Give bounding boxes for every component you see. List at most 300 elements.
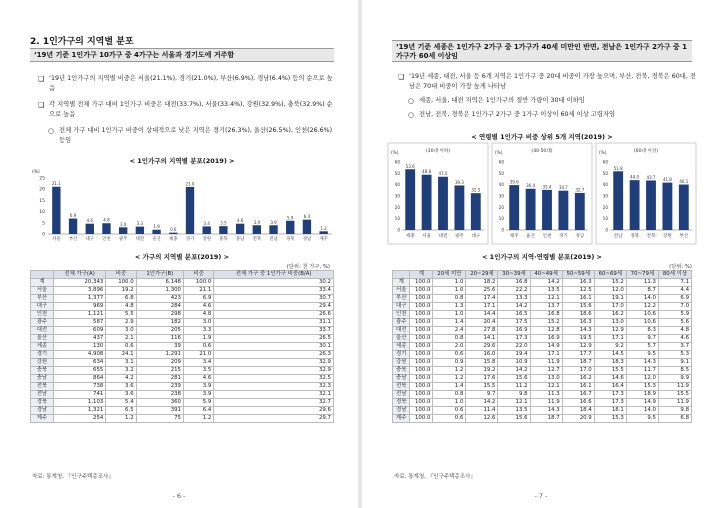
table-cell: 17.5 (498, 319, 530, 327)
x-tick-label: 경기 (185, 237, 195, 242)
bullet-3: ○ 전체 가구 대비 1인가구 비중이 상대적으로 낮은 지역은 경기(26.3%), 울산(26.5%), 인천(26.6%) 등임 (48, 127, 333, 144)
data-label: 3.4 (203, 220, 210, 226)
bullet-1: ❑ ‘19년 세종, 대전, 서울 등 6개 지역은 1인가구 중 20대 비중이 가장 높으며, 부산, 전북, 경북은 60대, 전남은 70대 비중이 가장 높게 나타남 (398, 73, 696, 90)
page-left (0, 0, 358, 508)
table-cell: 11.2 (498, 383, 530, 391)
y-tick-label: 25 (39, 176, 45, 182)
x-tick-label: 전북 (646, 234, 656, 239)
y-tick-label: 50 (602, 170, 608, 176)
table-cell: 12.7 (530, 367, 562, 375)
y-tick-label: 30 (602, 193, 608, 199)
table-cell: 4.4 (658, 287, 691, 295)
row-label: 경기 (31, 351, 54, 359)
x-tick-label: 서울 (422, 234, 432, 239)
table-cell: 18.4 (562, 407, 594, 415)
bar (471, 193, 481, 230)
table-cell: 9.7 (466, 391, 498, 399)
table-cell: 19.5 (562, 335, 594, 343)
table-row (31, 279, 334, 287)
table-cell: 100.0 (410, 295, 433, 303)
table-cell: 1.2 (106, 415, 136, 423)
table-unit: (단위: 천 가구, %) (286, 264, 330, 270)
table-cell: 423 (136, 295, 183, 303)
data-label: 34.7 (558, 185, 568, 191)
page-number: - 6 - (172, 492, 186, 500)
table-cell: 0.6 (106, 343, 136, 351)
table-cell: 864 (53, 375, 106, 383)
y-tick-label: 40 (498, 182, 504, 188)
table-cell: 19.2 (466, 367, 498, 375)
table-row (393, 391, 692, 399)
table-cell: 5.7 (626, 343, 658, 351)
y-tick-label: 0 (501, 227, 504, 233)
table-cell: 15.5 (658, 391, 691, 399)
x-tick-label: 세종 (405, 234, 415, 239)
row-label: 인천 (393, 311, 410, 319)
table-row (393, 287, 692, 295)
row-label: 서울 (393, 287, 410, 295)
table-cell: 4.8 (183, 311, 213, 319)
data-label: 21.0 (185, 181, 195, 187)
data-label: 3.3 (136, 221, 144, 227)
table-cell: 100.0 (106, 279, 136, 287)
bullet-2: ○ 세종, 서울, 대전 지역은 1인가구의 절반 가량이 30대 이하임 (408, 97, 585, 105)
row-label: 충남 (393, 375, 410, 383)
row-label: 대전 (31, 327, 54, 335)
table-cell: 13.5 (530, 287, 562, 295)
table-cell: 116 (136, 335, 183, 343)
data-label: 44.0 (630, 174, 640, 180)
table-cell: 29.4 (214, 303, 334, 311)
bar (646, 180, 656, 230)
y-tick-label: 30 (498, 193, 504, 199)
table-cell: 1,377 (53, 295, 106, 303)
table-cell: 18.7 (530, 415, 562, 423)
table-cell: 9.7 (626, 335, 658, 343)
table-row (393, 415, 692, 423)
table-cell: 1.0 (433, 399, 466, 407)
row-label: 경남 (31, 407, 54, 415)
table-cell: 20.9 (562, 415, 594, 423)
table-row (393, 359, 692, 367)
table-row (393, 407, 692, 415)
table-cell: 969 (53, 303, 106, 311)
table-cell: 17.1 (594, 335, 626, 343)
table-cell: 12.1 (530, 383, 562, 391)
table-row (31, 399, 334, 407)
table-cell: 18.1 (594, 407, 626, 415)
table-cell: 16.8 (498, 279, 530, 287)
headline-box: ‘19년 기준 세종은 1인가구 2가구 중 1가구가 40세 미만인 반면, 전남은 1인가구 2가구 중 1가구가 60세 이상임 (392, 40, 692, 62)
table-row (31, 319, 334, 327)
column-header (31, 271, 54, 279)
table-cell: 16.3 (562, 279, 594, 287)
table-cell: 14.5 (594, 351, 626, 359)
bar (136, 227, 144, 234)
bar (662, 183, 672, 230)
table-cell: 238 (136, 391, 183, 399)
table-cell: 254 (53, 415, 106, 423)
table-cell: 284 (136, 303, 183, 311)
table-cell: 0.9 (433, 359, 466, 367)
table-cell: 14.9 (626, 399, 658, 407)
y-tick-label: 10 (498, 216, 504, 222)
column-header: 전체 가구(A) (53, 271, 106, 279)
table-cell: 100.0 (410, 407, 433, 415)
data-label: 32.7 (575, 187, 585, 193)
table-cell: 11.3 (530, 391, 562, 399)
table-cell: 100.0 (410, 359, 433, 367)
table-cell: 2.0 (433, 343, 466, 351)
x-tick-label: 경북 (630, 234, 640, 239)
table-cell: 100.0 (410, 351, 433, 359)
table-cell: 215 (136, 367, 183, 375)
y-tick-label: 10 (394, 216, 400, 222)
table-cell: 14.6 (594, 375, 626, 383)
y-tick-label: 10 (602, 216, 608, 222)
table-cell: 24.1 (106, 351, 136, 359)
table-cell: 587 (53, 319, 106, 327)
table-cell: 14.3 (530, 407, 562, 415)
y-tick-label: 40 (602, 182, 608, 188)
table-cell: 26.5 (214, 335, 334, 343)
table-cell: 21.0 (183, 351, 213, 359)
table-cell: 6.9 (183, 295, 213, 303)
x-tick-label: 충남 (235, 237, 245, 242)
table-cell: 15.3 (594, 415, 626, 423)
table-cell: 14.1 (466, 335, 498, 343)
table-cell: 16.2 (562, 375, 594, 383)
table-cell: 11.3 (626, 279, 658, 287)
table-cell: 3.0 (106, 327, 136, 335)
data-label: 51.8 (613, 165, 623, 171)
table-cell: 18.6 (562, 311, 594, 319)
y-tick-label: 10 (39, 210, 45, 216)
table-cell: 9.5 (626, 351, 658, 359)
data-label: 43.7 (646, 174, 656, 180)
table-cell: 391 (136, 407, 183, 415)
table-cell: 25.6 (466, 287, 498, 295)
table-cell: 19.1 (594, 295, 626, 303)
column-header: 1인가구(B) (136, 271, 183, 279)
table-cell: 21.1 (183, 287, 213, 295)
table-cell: 182 (136, 319, 183, 327)
data-label: 48.8 (422, 169, 432, 175)
table-cell: 16.0 (466, 351, 498, 359)
table-cell: 16.4 (594, 383, 626, 391)
table-cell: 100.0 (410, 311, 433, 319)
data-label: 47.0 (438, 171, 448, 177)
data-label: 4.6 (86, 218, 93, 224)
table-cell: 11.7 (626, 367, 658, 375)
table-cell: 100.0 (410, 287, 433, 295)
table-cell: 17.4 (466, 295, 498, 303)
page-number: - 7 - (534, 492, 548, 500)
data-label: 39.3 (454, 179, 464, 185)
table-cell: 19.2 (106, 287, 136, 295)
table-cell: 10.6 (626, 311, 658, 319)
bar (219, 226, 227, 234)
table-row (393, 327, 692, 335)
table-cell: 1,291 (136, 351, 183, 359)
table-row (393, 367, 692, 375)
table-cell: 16.7 (562, 391, 594, 399)
table-cell: 29.7 (214, 415, 334, 423)
row-label: 세종 (31, 343, 54, 351)
table-cell: 5.9 (183, 399, 213, 407)
y-tick-label: 60 (498, 159, 504, 165)
y-tick-label: 0 (397, 227, 400, 233)
table-cell: 4.6 (658, 335, 691, 343)
table-row (393, 343, 692, 351)
table-cell: 5.9 (658, 311, 691, 319)
table-cell: 33.4 (214, 287, 334, 295)
region-share-chart (26, 166, 336, 248)
table-cell: 1.2 (433, 375, 466, 383)
bar (438, 177, 448, 230)
table-cell: 18.2 (466, 279, 498, 287)
table-cell: 3.9 (183, 391, 213, 399)
bar (575, 193, 585, 230)
table-cell: 1.2 (433, 367, 466, 375)
table-cell: 634 (53, 359, 106, 367)
table-cell: 3.4 (183, 359, 213, 367)
table-cell: 15.3 (626, 383, 658, 391)
table-row (31, 327, 334, 335)
table-cell: 13.5 (498, 407, 530, 415)
table-cell: 14.3 (562, 327, 594, 335)
data-label: 21.1 (51, 181, 61, 187)
table-cell: 10.6 (626, 319, 658, 327)
table-cell: 17.6 (466, 375, 498, 383)
table-cell: 9.8 (498, 391, 530, 399)
table-cell: 205 (136, 327, 183, 335)
table-cell: 14.3 (626, 359, 658, 367)
table-cell: 9.8 (658, 407, 691, 415)
table-cell: 281 (136, 375, 183, 383)
bar (679, 185, 689, 230)
y-tick-label: 30 (394, 193, 400, 199)
bar (319, 231, 327, 234)
table-cell: 8.7 (626, 287, 658, 295)
table-cell: 14.4 (466, 311, 498, 319)
table-cell: 16.5 (498, 311, 530, 319)
row-label: 광주 (393, 319, 410, 327)
table-cell: 16.8 (530, 311, 562, 319)
table-cell: 14.2 (466, 399, 498, 407)
table-cell: 30.2 (214, 279, 334, 287)
bar (542, 190, 552, 230)
table-cell: 9.1 (658, 359, 691, 367)
table-cell: 16.3 (562, 319, 594, 327)
data-label: 0.6 (170, 227, 177, 233)
table-cell: 3.6 (106, 391, 136, 399)
table-cell: 0.8 (433, 391, 466, 399)
bar (86, 224, 94, 234)
table-cell: 17.1 (530, 351, 562, 359)
table-cell: 13.0 (594, 319, 626, 327)
table-cell: 15.6 (562, 303, 594, 311)
table-cell: 6,148 (136, 279, 183, 287)
table-cell: 26.6 (214, 311, 334, 319)
table-cell: 12.5 (562, 287, 594, 295)
table-cell: 15.5 (466, 383, 498, 391)
table-cell: 5.5 (106, 311, 136, 319)
table-row (31, 343, 334, 351)
table-cell: 29.6 (214, 407, 334, 415)
table-cell: 32.3 (214, 383, 334, 391)
bar (236, 224, 244, 234)
table-cell: 100.0 (410, 399, 433, 407)
bar (102, 223, 110, 234)
table-row (31, 335, 334, 343)
table-cell: 12.8 (530, 327, 562, 335)
x-tick-label: 전남 (269, 237, 278, 242)
table-cell: 15.2 (594, 279, 626, 287)
table-cell: 12.0 (626, 375, 658, 383)
row-label: 제주 (31, 415, 54, 423)
table-row (393, 399, 692, 407)
table-cell: 16.1 (562, 383, 594, 391)
y-tick-label: 50 (394, 170, 400, 176)
table-cell: 1.4 (433, 383, 466, 391)
table-cell: 7.1 (658, 279, 691, 287)
x-tick-label: 제주 (509, 234, 519, 239)
table-cell: 26.3 (214, 351, 334, 359)
data-label: 53.6 (405, 163, 415, 169)
column-header: 80세 이상 (658, 271, 691, 279)
panel-title: (40·50대) (531, 149, 553, 154)
table-cell: 209 (136, 359, 183, 367)
table-cell: 0.8 (433, 295, 466, 303)
table-cell: 100.0 (410, 303, 433, 311)
table-cell: 1.0 (433, 279, 466, 287)
table-row (31, 375, 334, 383)
x-tick-label: 전남 (613, 234, 623, 239)
column-header: 40~49세 (530, 271, 562, 279)
table-cell: 11.4 (466, 407, 498, 415)
row-label: 부산 (31, 295, 54, 303)
data-label: 4.6 (236, 218, 244, 224)
x-tick-label: 제주 (319, 237, 328, 242)
data-label: 3.9 (270, 219, 277, 225)
data-label: 40.1 (679, 179, 689, 185)
table-cell: 16.9 (498, 327, 530, 335)
row-label: 전남 (31, 391, 54, 399)
row-label: 전북 (31, 383, 54, 391)
table-cell: 1,121 (53, 311, 106, 319)
table-cell: 17.1 (466, 303, 498, 311)
x-tick-label: 울산 (526, 234, 536, 239)
table-row (393, 295, 692, 303)
table-cell: 18.9 (626, 391, 658, 399)
table-cell: 10.9 (498, 359, 530, 367)
table-cell: 4.8 (106, 303, 136, 311)
table-cell: 4.2 (106, 375, 136, 383)
chart-title: < 1인가구의 지역별 분포(2019) > (129, 157, 235, 165)
bar (269, 225, 277, 234)
table-cell: 11.9 (658, 399, 691, 407)
x-tick-label: 경남 (575, 234, 585, 239)
table-row (31, 287, 334, 295)
table-cell: 15.6 (498, 415, 530, 423)
table-cell: 100.0 (410, 391, 433, 399)
data-label: 41.8 (662, 177, 672, 183)
table-cell: 16.6 (562, 399, 594, 407)
x-tick-label: 대전 (135, 237, 145, 242)
x-tick-label: 부산 (68, 237, 78, 242)
table-cell: 12.1 (530, 295, 562, 303)
table-cell: 6.4 (183, 407, 213, 415)
table-cell: 17.3 (594, 391, 626, 399)
bullet-1: ❑ ‘19년 1인가구의 지역별 비중은 서울(21.1%), 경기(21.0%), 부산(6.9%), 경남(6.4%) 등의 순으로 높음 (38, 75, 333, 92)
x-tick-label: 부산 (679, 234, 689, 239)
table-cell: 100.0 (410, 367, 433, 375)
table-row (393, 335, 692, 343)
source-note: 자료: 통계청, 『인구주택총조사』 (394, 474, 476, 480)
data-label: 32.5 (471, 187, 481, 193)
table-cell: 19.4 (498, 351, 530, 359)
table-cell: 20.4 (466, 319, 498, 327)
x-tick-label: 광주 (454, 234, 464, 239)
row-label: 세종 (393, 343, 410, 351)
table-row (393, 351, 692, 359)
section-title: 2. 1인가구의 지역별 분포 (30, 37, 134, 47)
table-cell: 9.5 (626, 415, 658, 423)
table-cell: 11.9 (530, 359, 562, 367)
row-label: 계 (393, 279, 410, 287)
table-cell: 3.5 (183, 367, 213, 375)
row-label: 울산 (393, 335, 410, 343)
table-cell: 15.2 (530, 319, 562, 327)
table-row (393, 279, 692, 287)
table-cell: 1.9 (183, 335, 213, 343)
table-cell: 12.9 (562, 343, 594, 351)
age-group-chart (386, 142, 698, 246)
table-cell: 0.6 (433, 351, 466, 359)
table-cell: 6.8 (658, 415, 691, 423)
table-cell: 32.7 (214, 399, 334, 407)
bar (152, 230, 160, 234)
table-cell: 0.6 (433, 407, 466, 415)
table-cell: 33.7 (214, 327, 334, 335)
data-label: 6.4 (303, 214, 311, 220)
table-cell: 1.3 (433, 303, 466, 311)
bar (203, 226, 211, 234)
bar (558, 191, 568, 230)
row-label: 강원 (31, 359, 54, 367)
region-age-table (392, 270, 692, 423)
table-cell: 18.3 (594, 359, 626, 367)
y-tick-label: 60 (602, 159, 608, 165)
y-tick-label: 20 (602, 204, 608, 210)
table-cell: 32.9 (214, 359, 334, 367)
table-cell: 13.3 (498, 295, 530, 303)
table-cell: 100.0 (410, 343, 433, 351)
data-label: 35.4 (542, 184, 552, 190)
panel-title: (60대 이상) (633, 149, 659, 154)
bar (405, 169, 415, 230)
data-label: 3.5 (220, 220, 227, 226)
bar (52, 187, 60, 234)
row-label: 인천 (31, 311, 54, 319)
table-cell: 14.2 (530, 279, 562, 287)
x-tick-label: 대구 (471, 234, 481, 239)
table-cell: 14.0 (626, 295, 658, 303)
table-cell: 16.1 (562, 295, 594, 303)
x-tick-label: 대구 (85, 237, 95, 242)
table-cell: 100.0 (410, 327, 433, 335)
